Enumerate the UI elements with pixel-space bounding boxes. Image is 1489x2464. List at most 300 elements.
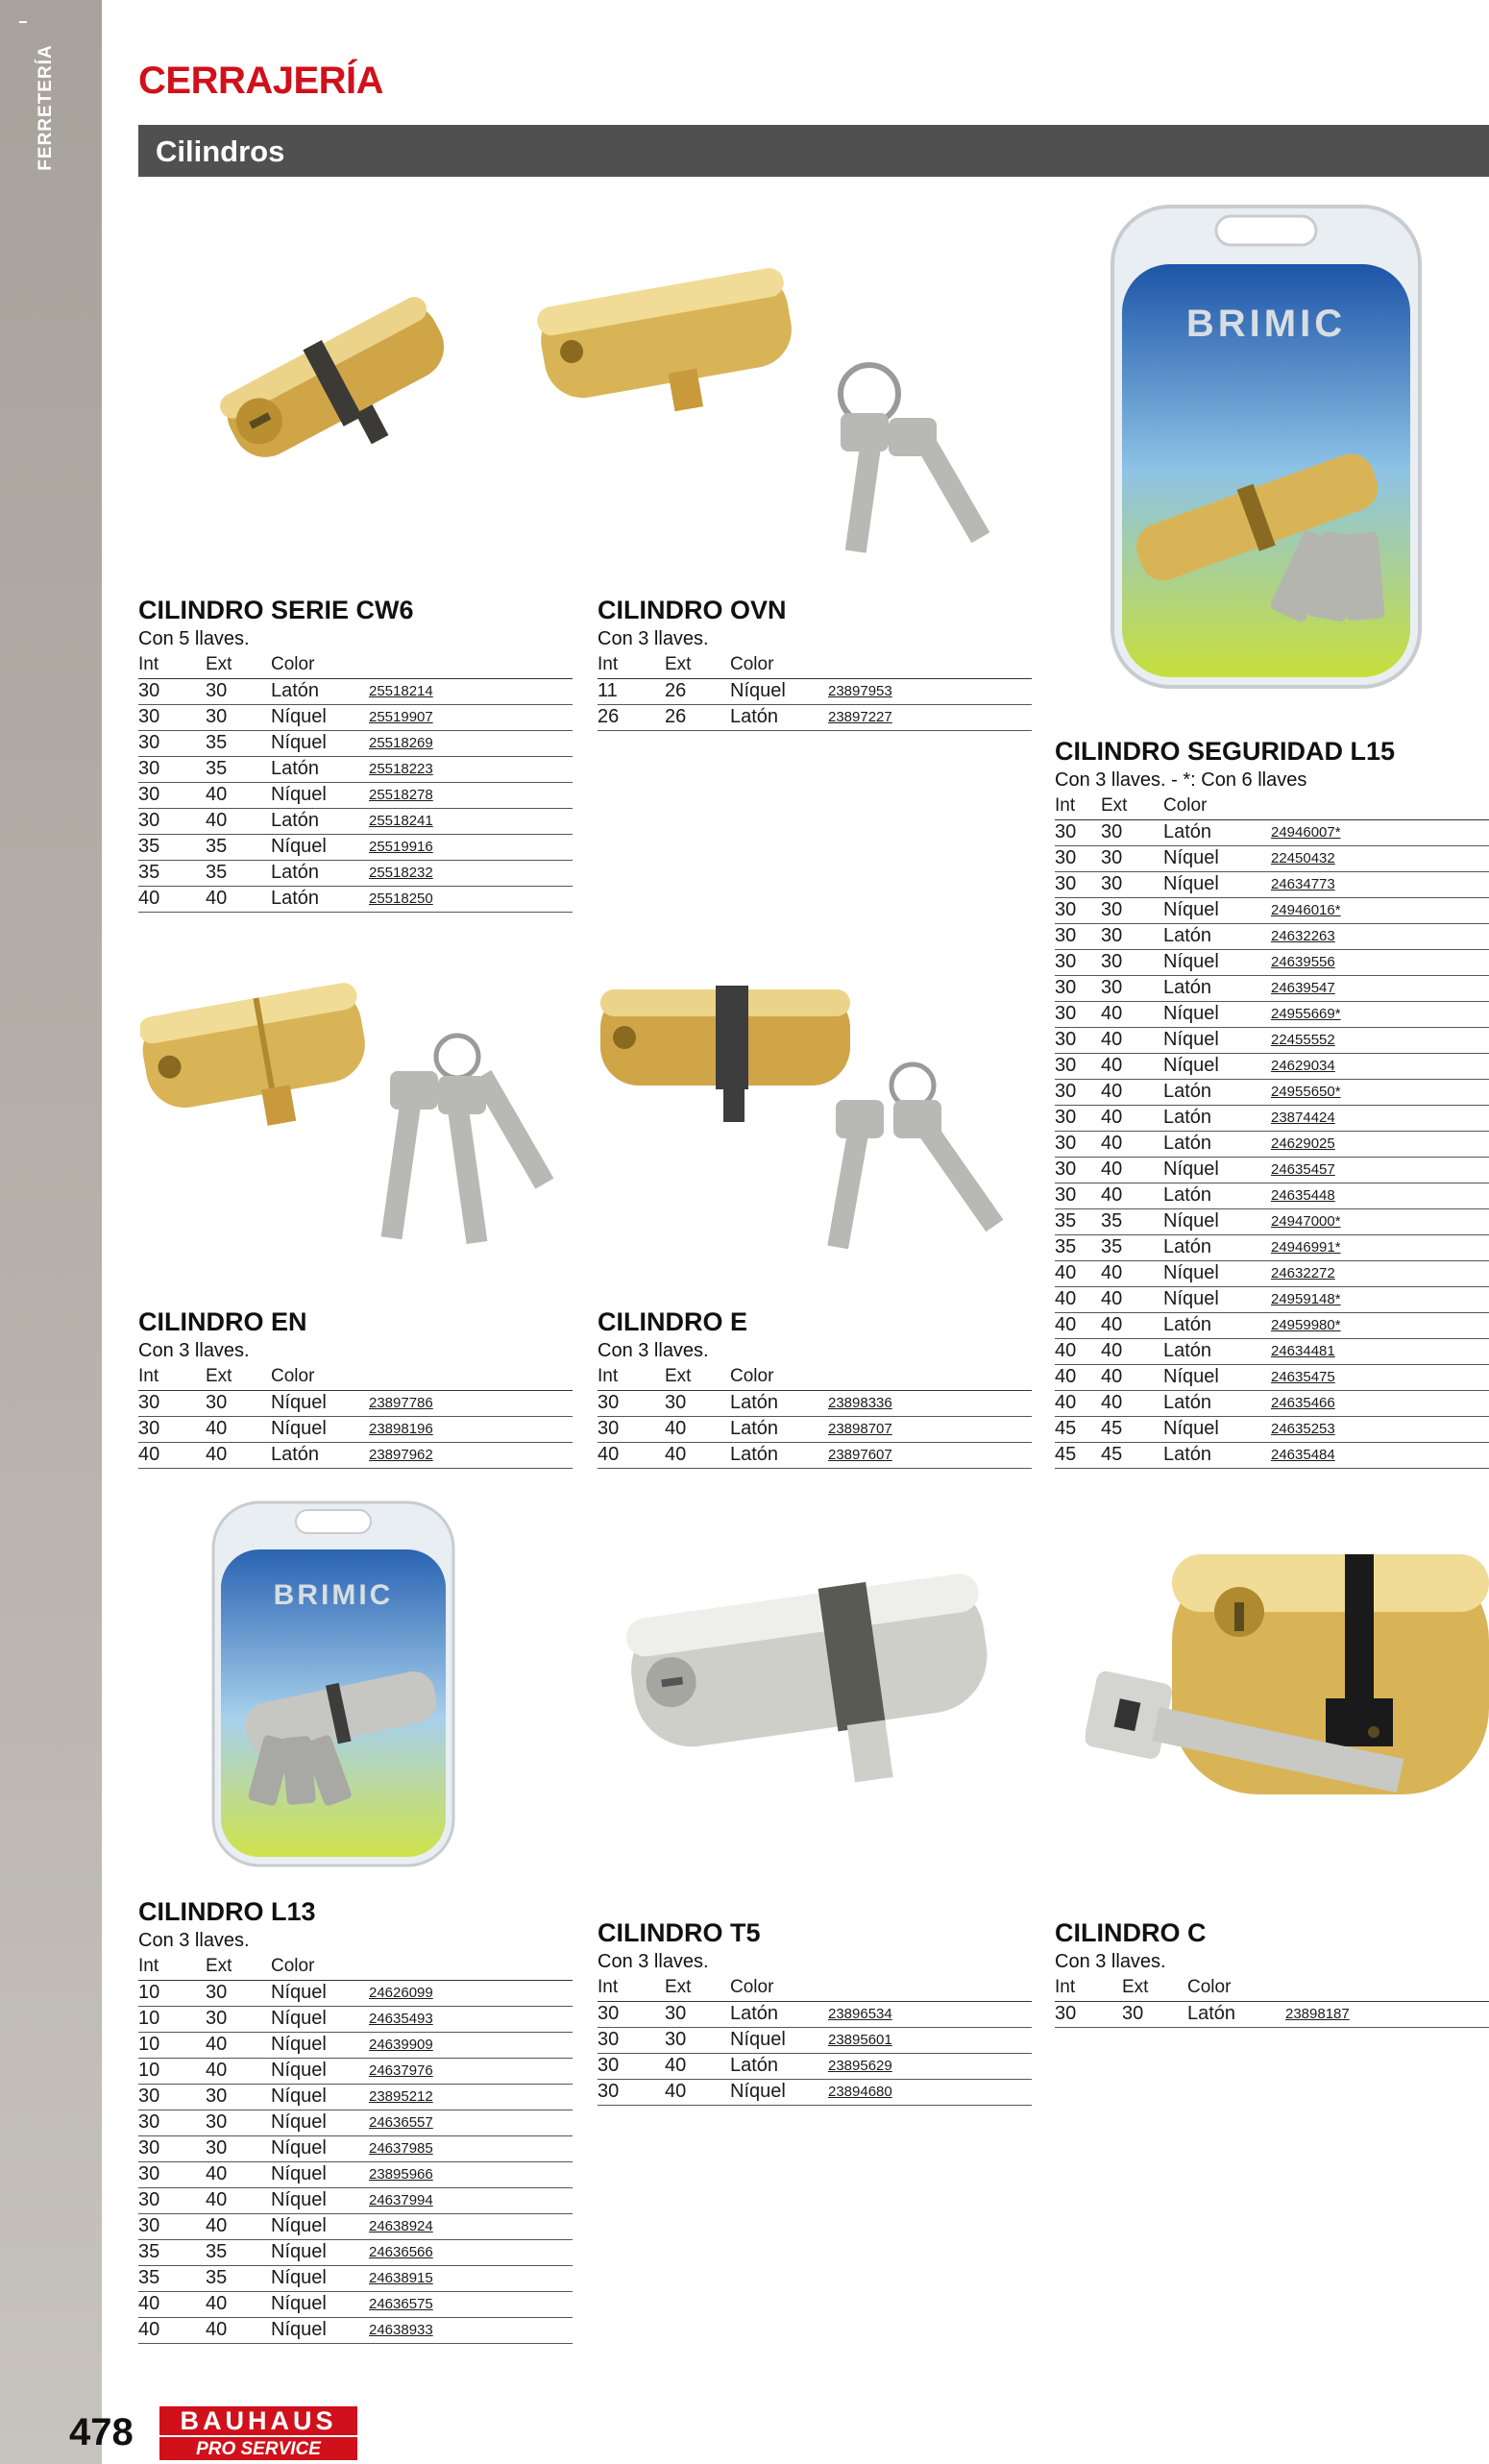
product-name: CILINDRO SEGURIDAD L15 [1055, 737, 1396, 766]
cell-int: 26 [598, 704, 665, 730]
header-ref [369, 1954, 573, 1980]
article-number: 23897227 [828, 709, 892, 725]
article-number: 24635493 [369, 2011, 433, 2027]
cell-ref [369, 834, 573, 860]
cell-int: 30 [598, 2027, 665, 2053]
product-description: Con 3 llaves. [598, 628, 709, 649]
product-name: CILINDRO L13 [138, 1897, 316, 1926]
cell-int: 30 [598, 1390, 665, 1416]
table-row [138, 704, 573, 730]
cell-ref [1271, 1416, 1489, 1442]
table-header-row [138, 652, 573, 678]
cell-ref [369, 756, 573, 782]
cell-ext: 35 [206, 2265, 271, 2291]
cell-color: Latón [1163, 975, 1271, 1001]
cell-ref [1271, 1338, 1489, 1364]
header-ext: Ext [1122, 1975, 1187, 2001]
side-tick-mark [19, 21, 27, 23]
cell-color: Latón [271, 1442, 369, 1468]
table-row [138, 782, 573, 808]
cell-ext: 40 [206, 782, 271, 808]
cylinder-t5-image [624, 1537, 1009, 1854]
cell-ref [1271, 1286, 1489, 1312]
article-number: 24634481 [1271, 1343, 1335, 1359]
logo-wordmark: BAUHAUS [159, 2406, 357, 2435]
cell-int: 45 [1055, 1416, 1101, 1442]
cell-color: Níquel [271, 2032, 369, 2058]
cell-int: 10 [138, 1980, 206, 2006]
cell-ext: 30 [206, 2135, 271, 2161]
cell-ref [369, 2006, 573, 2032]
cell-int: 30 [138, 678, 206, 704]
cell-ref [369, 704, 573, 730]
article-number: 24637994 [369, 2192, 433, 2208]
cell-ref [369, 1416, 573, 1442]
header-color: Color [271, 1364, 369, 1390]
cell-int: 30 [138, 2187, 206, 2213]
product-description: Con 3 llaves. [598, 1340, 709, 1361]
cell-color: Latón [1163, 1234, 1271, 1260]
table-row [138, 2084, 573, 2110]
table-row [138, 1416, 573, 1442]
header-int: Int [598, 652, 665, 678]
cell-ext: 30 [206, 2084, 271, 2110]
table-row [138, 2317, 573, 2343]
header-ref [369, 1364, 573, 1390]
table-row [1055, 1234, 1489, 1260]
cell-ext: 35 [206, 860, 271, 886]
header-color: Color [1187, 1975, 1285, 2001]
article-number: 24636566 [369, 2244, 433, 2260]
cell-int: 30 [138, 2110, 206, 2135]
cell-int: 30 [1055, 975, 1101, 1001]
header-ref [828, 652, 1032, 678]
cell-ref [1271, 1208, 1489, 1234]
cell-ext: 40 [1101, 1079, 1163, 1105]
table-row [598, 2001, 1032, 2027]
cell-ext: 40 [206, 2291, 271, 2317]
cell-color: Latón [1163, 1442, 1271, 1468]
header-int: Int [598, 1975, 665, 2001]
cell-ref [369, 2187, 573, 2213]
cell-ref [828, 2001, 1032, 2027]
cell-ref [828, 2053, 1032, 2079]
cell-color: Níquel [730, 678, 828, 704]
cell-ref [1271, 1260, 1489, 1286]
cell-ref [369, 678, 573, 704]
cell-color: Latón [1163, 1131, 1271, 1157]
product-name: CILINDRO SERIE CW6 [138, 596, 414, 624]
article-number: 23874424 [1271, 1110, 1335, 1126]
cell-ext: 40 [1101, 1001, 1163, 1027]
table-row [138, 860, 573, 886]
table-row [138, 808, 573, 834]
cylinder-l15-blister-image [1103, 197, 1429, 696]
cell-ext: 30 [1122, 2001, 1187, 2027]
header-int: Int [138, 652, 206, 678]
cell-color: Latón [730, 1390, 828, 1416]
cell-ext: 40 [1101, 1338, 1163, 1364]
table-row [138, 2265, 573, 2291]
article-number: 23897962 [369, 1447, 433, 1463]
section-title: CERRAJERÍA [138, 60, 384, 102]
cell-int: 30 [1055, 1053, 1101, 1079]
cell-ref [1271, 975, 1489, 1001]
cell-ext: 40 [206, 1416, 271, 1442]
cell-color: Latón [730, 1416, 828, 1442]
article-number: 24638915 [369, 2270, 433, 2286]
table-row [1055, 1286, 1489, 1312]
cell-ref [369, 782, 573, 808]
table-row [138, 834, 573, 860]
cell-ext: 30 [1101, 949, 1163, 975]
table-row [1055, 1416, 1489, 1442]
article-number: 25518250 [369, 890, 433, 907]
header-ext: Ext [1101, 793, 1163, 819]
cell-int: 35 [138, 2239, 206, 2265]
cell-int: 40 [138, 1442, 206, 1468]
table-row [1055, 845, 1489, 871]
cell-ext: 40 [665, 1442, 730, 1468]
cell-color: Latón [1163, 1338, 1271, 1364]
cell-ref [1271, 871, 1489, 897]
cell-ext: 26 [665, 704, 730, 730]
cell-int: 30 [138, 1390, 206, 1416]
cell-ext: 35 [1101, 1208, 1163, 1234]
cell-ref [1271, 1131, 1489, 1157]
table-row [138, 2187, 573, 2213]
product-cilindro-e [598, 1306, 1032, 1469]
cell-color: Níquel [1163, 897, 1271, 923]
article-number: 24636575 [369, 2296, 433, 2312]
cell-ext: 30 [206, 2110, 271, 2135]
article-number: 23897607 [828, 1447, 892, 1463]
article-number: 25518223 [369, 761, 433, 777]
table-row [598, 1442, 1032, 1468]
cell-ext: 40 [206, 2058, 271, 2084]
cell-ref [369, 2110, 573, 2135]
product-description: Con 3 llaves. [138, 1930, 250, 1951]
table-row [138, 1390, 573, 1416]
article-number: 23896534 [828, 2006, 892, 2022]
cell-ext: 40 [665, 2079, 730, 2105]
table-row [138, 678, 573, 704]
table-row [1055, 1079, 1489, 1105]
cell-ext: 30 [206, 2006, 271, 2032]
cell-color: Níquel [1163, 949, 1271, 975]
cell-color: Níquel [271, 2084, 369, 2110]
table-row [598, 1416, 1032, 1442]
header-ext: Ext [665, 1364, 730, 1390]
cell-ext: 35 [206, 2239, 271, 2265]
cell-int: 30 [138, 2135, 206, 2161]
table-row [1055, 975, 1489, 1001]
table-row [1055, 1105, 1489, 1131]
cell-ext: 40 [206, 1442, 271, 1468]
cell-color: Níquel [271, 704, 369, 730]
cell-ref [1271, 1157, 1489, 1183]
article-number: 24635457 [1271, 1161, 1335, 1178]
article-number: 24635448 [1271, 1187, 1335, 1204]
cell-ext: 30 [665, 2001, 730, 2027]
cell-int: 30 [138, 2161, 206, 2187]
spec-table [1055, 793, 1489, 1469]
article-number: 23895966 [369, 2166, 433, 2183]
category-bar [138, 125, 1489, 177]
cell-color: Níquel [271, 2213, 369, 2239]
table-header-row [598, 1364, 1032, 1390]
table-row [1055, 1027, 1489, 1053]
cell-int: 30 [1055, 1157, 1101, 1183]
article-number: 24955650* [1271, 1084, 1341, 1100]
cell-color: Latón [730, 2001, 828, 2027]
cell-ext: 30 [1101, 871, 1163, 897]
article-number: 24634773 [1271, 876, 1335, 892]
cell-ref [828, 1442, 1032, 1468]
article-number: 24635484 [1271, 1447, 1335, 1463]
cell-ref [828, 2027, 1032, 2053]
cell-ref [369, 2084, 573, 2110]
cylinder-ovn-image [533, 226, 1081, 562]
spec-table [138, 652, 573, 913]
header-color: Color [1163, 793, 1271, 819]
cell-ref [1271, 1079, 1489, 1105]
cell-int: 40 [138, 886, 206, 912]
cell-ext: 30 [665, 1390, 730, 1416]
cell-ext: 30 [1101, 845, 1163, 871]
cell-int: 10 [138, 2058, 206, 2084]
cell-int: 30 [1055, 2001, 1122, 2027]
cell-ref [828, 678, 1032, 704]
cell-color: Níquel [271, 2187, 369, 2213]
cell-color: Níquel [271, 2265, 369, 2291]
cell-ext: 30 [1101, 819, 1163, 845]
cell-ext: 30 [1101, 897, 1163, 923]
cell-int: 30 [598, 2001, 665, 2027]
cylinder-en-image [140, 961, 573, 1258]
cell-color: Níquel [1163, 1416, 1271, 1442]
article-number: 23898707 [828, 1421, 892, 1437]
cell-ext: 40 [665, 1416, 730, 1442]
cell-int: 30 [1055, 949, 1101, 975]
cell-color: Latón [730, 1442, 828, 1468]
article-number: 23898336 [828, 1395, 892, 1411]
article-number: 23895601 [828, 2032, 892, 2048]
cell-color: Níquel [271, 782, 369, 808]
article-number: 22455552 [1271, 1032, 1335, 1048]
cell-ref [1271, 897, 1489, 923]
side-section-label: FERRETERÍA [36, 44, 56, 171]
cell-int: 40 [1055, 1364, 1101, 1390]
cell-int: 35 [138, 834, 206, 860]
cell-color: Níquel [1163, 1027, 1271, 1053]
table-row [1055, 949, 1489, 975]
header-color: Color [730, 1975, 828, 2001]
cell-int: 30 [1055, 1001, 1101, 1027]
cell-color: Níquel [730, 2027, 828, 2053]
cell-color: Níquel [271, 2291, 369, 2317]
header-int: Int [1055, 1975, 1122, 2001]
article-number: 23895629 [828, 2058, 892, 2074]
spec-table [598, 652, 1032, 731]
article-number: 24632272 [1271, 1265, 1335, 1281]
cell-int: 30 [1055, 1105, 1101, 1131]
article-number: 24946991* [1271, 1239, 1341, 1256]
cell-ref [1271, 1234, 1489, 1260]
article-number: 24955669* [1271, 1006, 1341, 1022]
header-ext: Ext [206, 1364, 271, 1390]
cell-ext: 40 [1101, 1027, 1163, 1053]
cell-int: 30 [1055, 1027, 1101, 1053]
cell-ext: 30 [206, 1390, 271, 1416]
cell-ref [369, 2291, 573, 2317]
cell-int: 40 [1055, 1338, 1101, 1364]
article-number: 24959148* [1271, 1291, 1341, 1307]
cell-ref [369, 1442, 573, 1468]
cell-int: 30 [1055, 871, 1101, 897]
cell-color: Níquel [271, 2006, 369, 2032]
table-row [138, 2032, 573, 2058]
article-number: 24947000* [1271, 1213, 1341, 1230]
cell-int: 30 [138, 808, 206, 834]
cell-color: Latón [1187, 2001, 1285, 2027]
cell-ref [1271, 1053, 1489, 1079]
cell-ext: 40 [206, 2317, 271, 2343]
cell-color: Latón [271, 808, 369, 834]
cell-ref [1271, 1312, 1489, 1338]
cell-color: Níquel [271, 834, 369, 860]
article-number: 24639556 [1271, 954, 1335, 970]
article-number: 24632263 [1271, 928, 1335, 944]
article-number: 24637985 [369, 2140, 433, 2157]
table-header-row [598, 1975, 1032, 2001]
cell-ref [1271, 1001, 1489, 1027]
article-number: 25519916 [369, 839, 433, 855]
table-row [138, 730, 573, 756]
cell-ext: 40 [1101, 1312, 1163, 1338]
cell-color: Níquel [271, 2135, 369, 2161]
header-int: Int [138, 1364, 206, 1390]
cell-color: Níquel [271, 2161, 369, 2187]
cell-color: Níquel [271, 2317, 369, 2343]
header-int: Int [138, 1954, 206, 1980]
cell-ref [369, 2317, 573, 2343]
cylinder-e-image [596, 980, 1037, 1268]
cell-int: 30 [1055, 1079, 1101, 1105]
cell-ref [1271, 1183, 1489, 1208]
cell-ref [369, 730, 573, 756]
header-ref [369, 652, 573, 678]
table-row [598, 2027, 1032, 2053]
article-number: 24635475 [1271, 1369, 1335, 1385]
cell-ext: 40 [1101, 1364, 1163, 1390]
header-color: Color [271, 652, 369, 678]
table-header-row [138, 1954, 573, 1980]
article-number: 23895212 [369, 2088, 433, 2105]
product-cilindro-l13 [138, 1896, 573, 2344]
product-name: CILINDRO T5 [598, 1918, 761, 1947]
cell-int: 30 [598, 2079, 665, 2105]
cell-ref [369, 2058, 573, 2084]
cell-int: 40 [138, 2291, 206, 2317]
table-row [138, 2006, 573, 2032]
product-name: CILINDRO OVN [598, 596, 787, 624]
cell-color: Níquel [271, 1416, 369, 1442]
cell-ref [1271, 1364, 1489, 1390]
cell-ref [1271, 923, 1489, 949]
product-cilindro-t5 [598, 1917, 1032, 2106]
cell-ref [369, 808, 573, 834]
spec-table [138, 1954, 573, 2344]
article-number: 24626099 [369, 1985, 433, 2001]
cell-color: Latón [271, 678, 369, 704]
cell-int: 30 [138, 1416, 206, 1442]
product-name: CILINDRO E [598, 1307, 748, 1336]
table-row [1055, 1131, 1489, 1157]
product-cilindro-ovn [598, 595, 1032, 731]
cell-ref [369, 860, 573, 886]
cell-ref [828, 2079, 1032, 2105]
table-row [138, 2058, 573, 2084]
cell-ext: 40 [1101, 1390, 1163, 1416]
article-number: 23898187 [1285, 2006, 1350, 2022]
table-header-row [1055, 1975, 1489, 2001]
product-description: Con 3 llaves. [1055, 1951, 1166, 1972]
cell-color: Latón [1163, 1390, 1271, 1416]
table-header-row [1055, 793, 1489, 819]
table-row [1055, 819, 1489, 845]
cell-color: Níquel [1163, 1053, 1271, 1079]
spec-table [598, 1364, 1032, 1469]
header-ref [828, 1364, 1032, 1390]
article-number: 24959980* [1271, 1317, 1341, 1333]
cell-color: Níquel [1163, 1260, 1271, 1286]
cell-color: Latón [730, 704, 828, 730]
table-row [1055, 1260, 1489, 1286]
cell-color: Latón [271, 756, 369, 782]
article-number: 24638924 [369, 2218, 433, 2234]
table-row [138, 2291, 573, 2317]
cell-color: Latón [1163, 1312, 1271, 1338]
table-row [1055, 923, 1489, 949]
cell-int: 30 [1055, 1131, 1101, 1157]
cell-ref [828, 1416, 1032, 1442]
table-row [1055, 1157, 1489, 1183]
cell-color: Níquel [271, 1390, 369, 1416]
cell-ext: 40 [206, 808, 271, 834]
cell-ext: 30 [1101, 923, 1163, 949]
cell-ext: 40 [1101, 1260, 1163, 1286]
cell-ref [1271, 845, 1489, 871]
cell-int: 40 [138, 2317, 206, 2343]
cell-color: Latón [1163, 1105, 1271, 1131]
table-row [1055, 1442, 1489, 1468]
table-row [1055, 1312, 1489, 1338]
cell-ext: 40 [1101, 1105, 1163, 1131]
table-row [1055, 1338, 1489, 1364]
cell-ref [1271, 1027, 1489, 1053]
cell-ref [369, 886, 573, 912]
cell-color: Níquel [730, 2079, 828, 2105]
cell-ext: 40 [206, 2213, 271, 2239]
table-row [598, 704, 1032, 730]
cell-int: 40 [1055, 1312, 1101, 1338]
article-number: 23898196 [369, 1421, 433, 1437]
spec-table [1055, 1975, 1489, 2028]
cell-ext: 40 [1101, 1157, 1163, 1183]
table-row [138, 1442, 573, 1468]
table-row [138, 886, 573, 912]
